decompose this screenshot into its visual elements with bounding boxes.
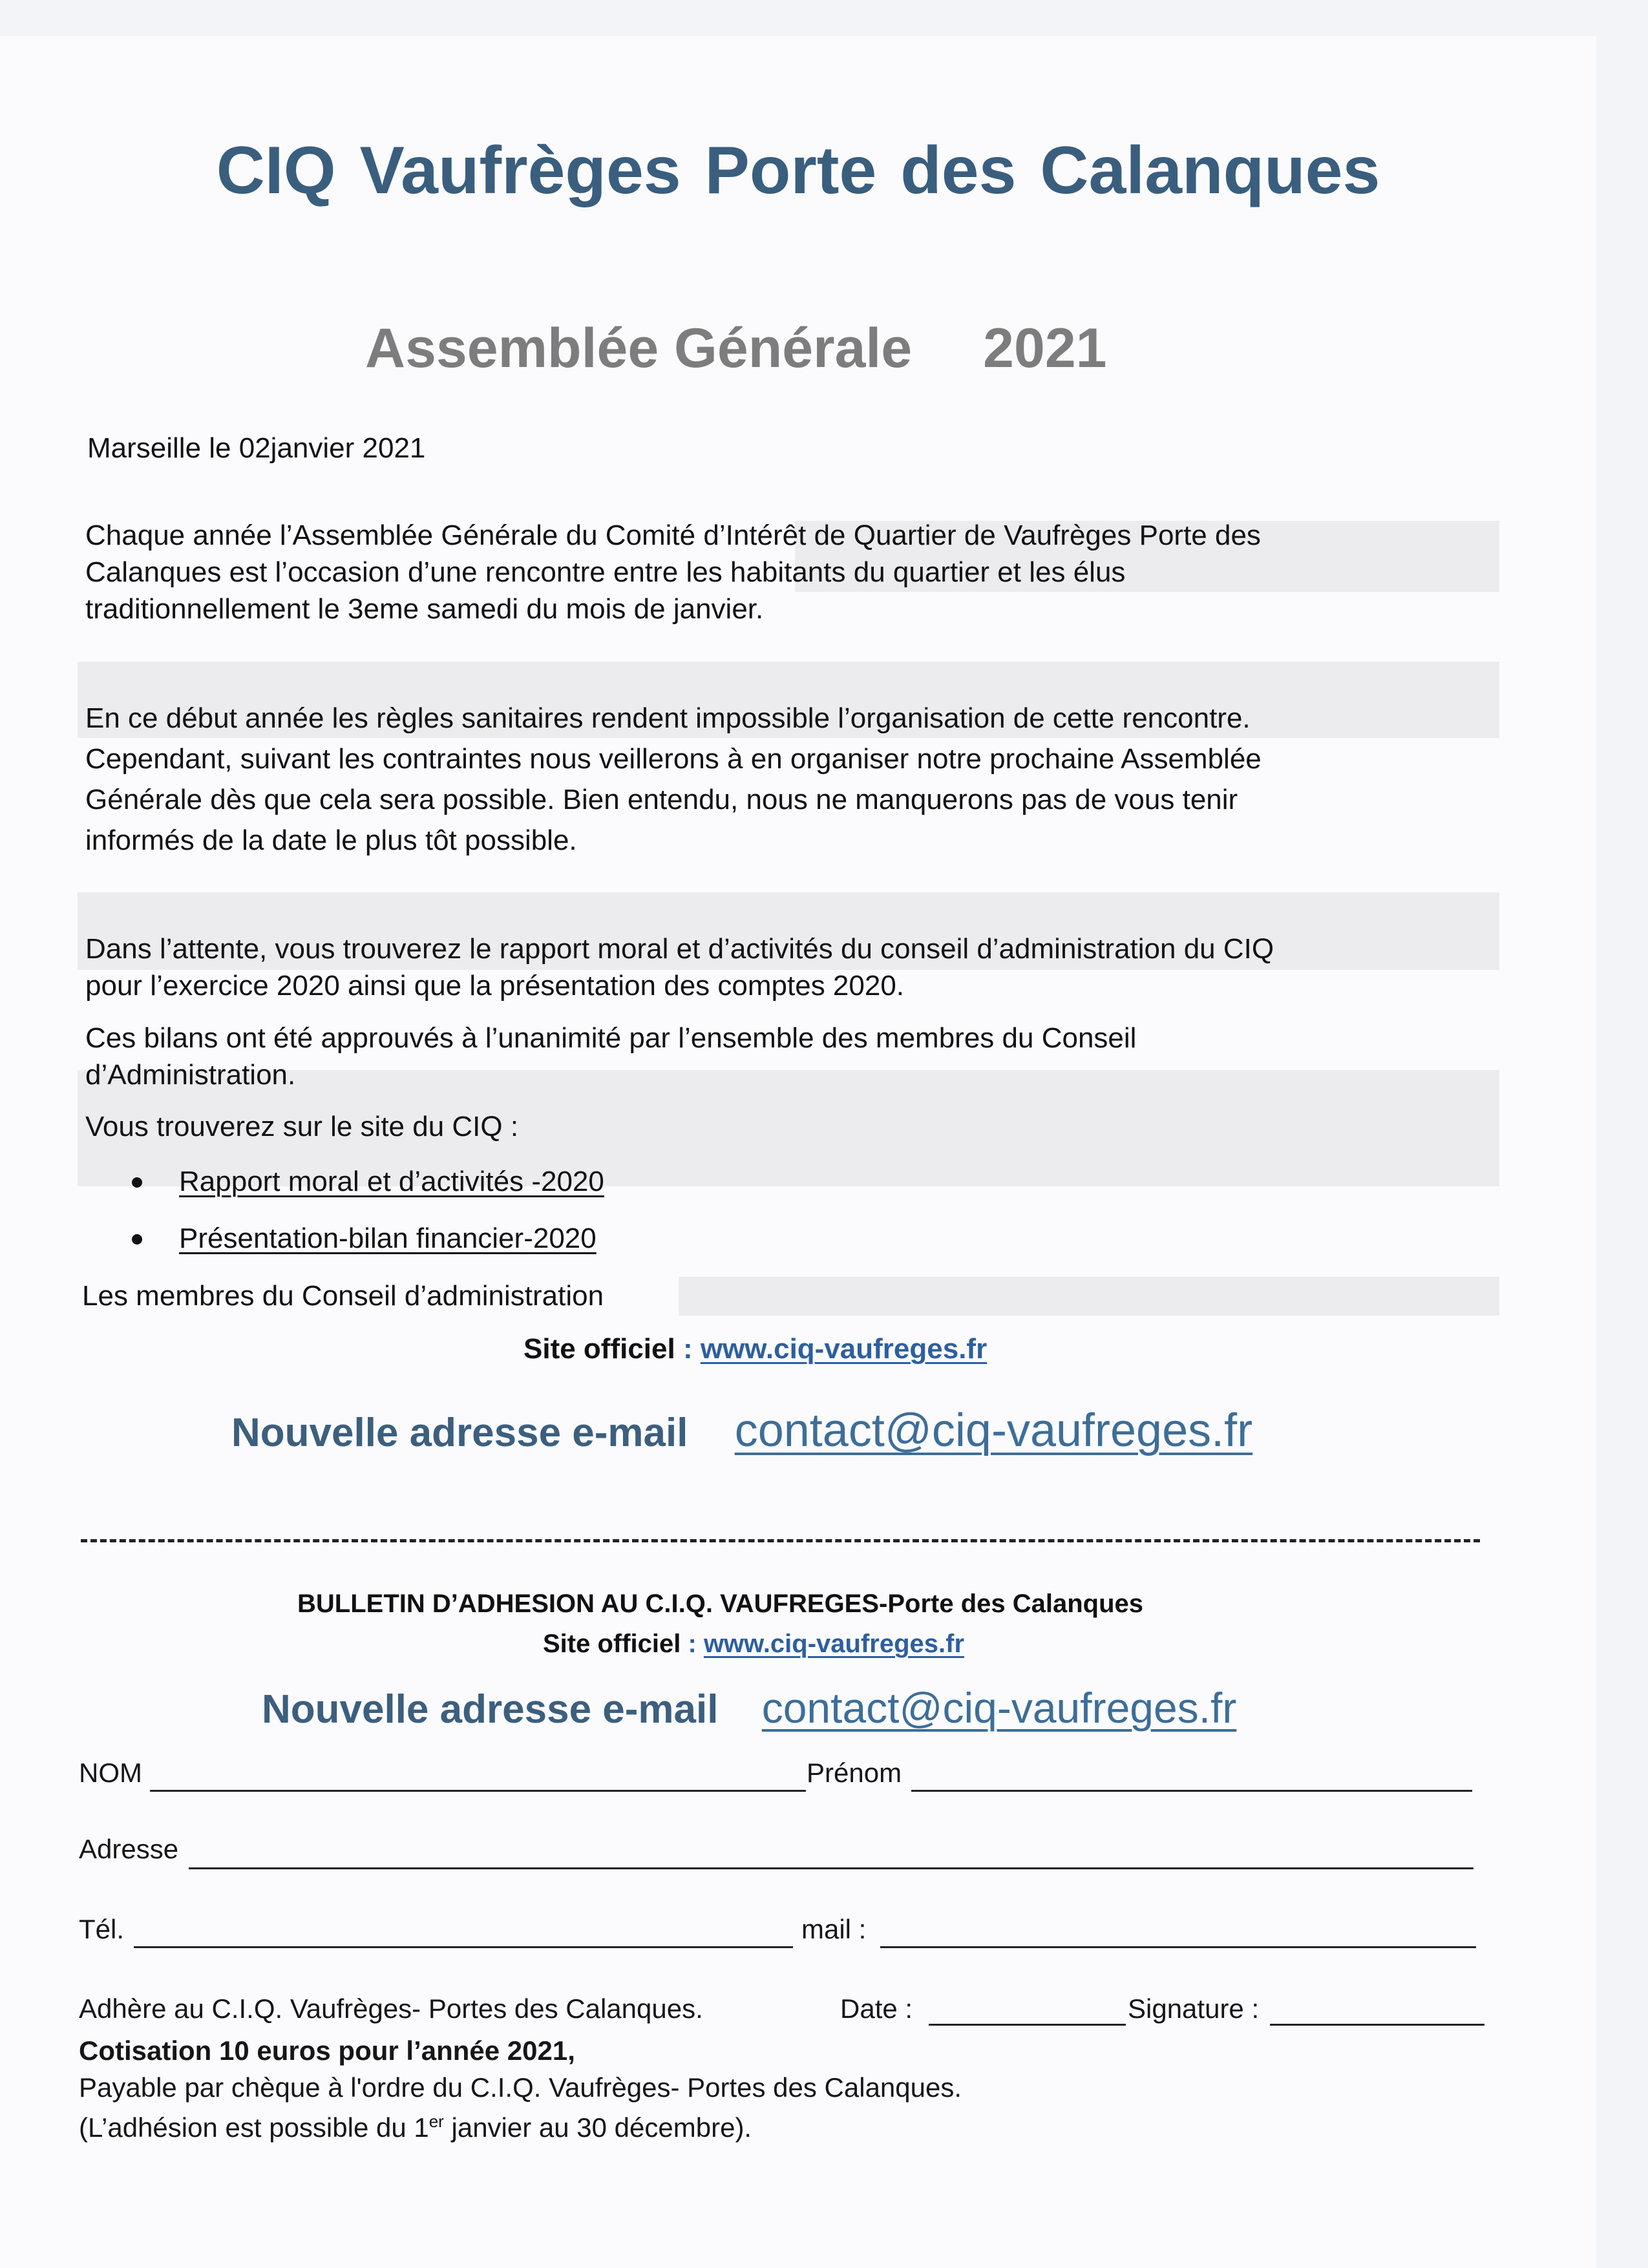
email-line <box>231 1404 1252 1457</box>
cotisation-text: Cotisation 10 euros pour l’année 2021, <box>79 2035 575 2066</box>
subtitle-text: Assemblée Générale <box>365 317 913 379</box>
period-text <box>79 2112 752 2143</box>
nom-field[interactable] <box>150 1790 806 1792</box>
paragraph-3 <box>85 930 1274 1004</box>
paragraph-line: Chaque année l’Assemblée Générale du Comité d’Intérêt de Quartier de Vaufrèges Porte des <box>85 520 1261 551</box>
adresse-field[interactable] <box>189 1867 1474 1869</box>
site-label: Site officiel <box>543 1630 681 1658</box>
period-end: janvier au 30 décembre). <box>443 2112 752 2143</box>
email-label: Nouvelle adresse e-mail <box>262 1687 719 1732</box>
period-superscript: er <box>428 2112 444 2131</box>
payable-text: Payable par chèque à l'ordre du C.I.Q. Vaufrèges- Portes des Calanques. <box>79 2072 962 2103</box>
paragraph-line: Générale dès que cela sera possible. Bien entendu, nous ne manquerons pas de vous tenir <box>85 784 1238 815</box>
date-field[interactable] <box>929 2024 1126 2026</box>
site-separator: : <box>681 1630 704 1658</box>
page-subtitle <box>365 317 1106 381</box>
paragraph-2 <box>85 698 1262 861</box>
paragraph-line: traditionnellement le 3eme samedi du mois de janvier. <box>85 593 764 625</box>
paragraph-line: Ces bilans ont été approuvés à l’unanimité par l’ensemble des membres du Conseil <box>85 1022 1137 1054</box>
mail-label: mail : <box>801 1914 867 1944</box>
email-label: Nouvelle adresse e-mail <box>231 1411 688 1455</box>
tel-field[interactable] <box>134 1946 793 1948</box>
site-intro: Vous trouverez sur le site du CIQ : <box>85 1111 519 1142</box>
site-link[interactable]: www.ciq-vaufreges.fr <box>700 1333 988 1365</box>
form-site-line <box>543 1630 964 1659</box>
tel-label: Tél. <box>79 1914 125 1944</box>
prenom-label: Prénom <box>807 1758 902 1788</box>
bullet-icon <box>132 1234 142 1244</box>
signature-field[interactable] <box>1270 2024 1484 2026</box>
show-through-band <box>679 1277 1499 1316</box>
form-heading: BULLETIN D’ADHESION AU C.I.Q. VAUFREGES-Porte des Calanques <box>297 1590 1144 1618</box>
cut-line-divider <box>81 1539 1480 1542</box>
date-line: Marseille le 02janvier 2021 <box>87 432 426 464</box>
site-link[interactable]: www.ciq-vaufreges.fr <box>703 1630 965 1658</box>
paragraph-line: pour l’exercice 2020 ainsi que la présentation des comptes 2020. <box>85 970 905 1002</box>
date-label: Date : <box>840 1993 913 2024</box>
period-start: (L’adhésion est possible du 1 <box>79 2112 429 2143</box>
paragraph-4 <box>85 1020 1136 1093</box>
adhere-text: Adhère au C.I.Q. Vaufrèges- Portes des Calanques. <box>79 1993 703 2024</box>
paragraph-line: En ce début année les règles sanitaires rendent impossible l’organisation de cette rencontre. <box>85 702 1251 734</box>
site-separator: : <box>675 1333 701 1365</box>
bullet-link-rapport[interactable]: Rapport moral et d’activités -2020 <box>179 1166 604 1197</box>
signature-label: Signature : <box>1128 1993 1260 2024</box>
official-site-line <box>523 1333 987 1365</box>
paragraph-line: Calanques est l’occasion d’une rencontre entre les habitants du quartier et les élus <box>85 556 1126 588</box>
site-label: Site officiel <box>523 1333 675 1365</box>
paragraph-line: informés de la date le plus tôt possible. <box>85 824 577 856</box>
paragraph-line: Dans l’attente, vous trouverez le rapport moral et d’activités du conseil d’administration du CIQ <box>85 933 1274 965</box>
page-title: CIQ Vaufrèges Porte des Calanques <box>216 133 1380 208</box>
adresse-label: Adresse <box>79 1834 179 1864</box>
paragraph-line: d’Administration. <box>85 1059 296 1091</box>
prenom-field[interactable] <box>911 1790 1472 1792</box>
subtitle-year: 2021 <box>983 317 1107 379</box>
paragraph-line: Cependant, suivant les contraintes nous veillerons à en organiser notre prochaine Assemblée <box>85 743 1262 775</box>
email-link[interactable]: contact@ciq-vaufreges.fr <box>734 1405 1253 1456</box>
bullet-icon <box>132 1177 142 1188</box>
paragraph-1 <box>85 517 1261 627</box>
email-link[interactable]: contact@ciq-vaufreges.fr <box>761 1684 1237 1732</box>
signoff: Les membres du Conseil d’administration <box>82 1280 604 1312</box>
nom-label: NOM <box>79 1758 142 1788</box>
bullet-link-bilan[interactable]: Présentation-bilan financier-2020 <box>179 1223 597 1254</box>
mail-field[interactable] <box>880 1946 1476 1948</box>
form-email-line <box>262 1683 1236 1732</box>
